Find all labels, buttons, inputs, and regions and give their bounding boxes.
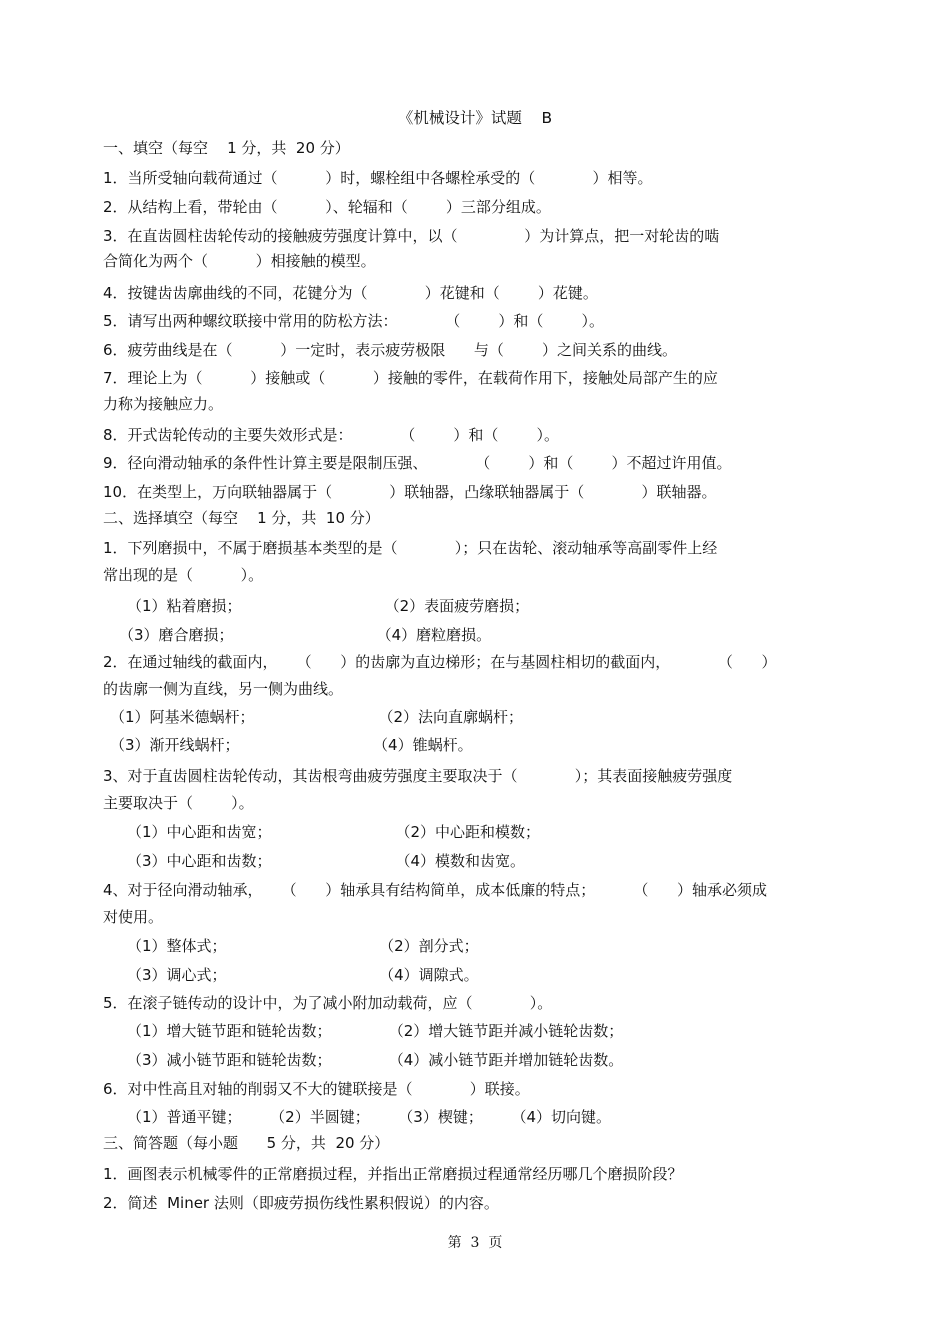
choice-q4-options-a: （1）整体式； （2）剖分式； <box>127 937 479 955</box>
fill-q4: 4．按键齿齿廓曲线的不同，花键分为（ ）花键和（ ）花键。 <box>103 284 598 302</box>
fill-q5: 5．请写出两种螺纹联接中常用的防松方法： （ ）和（ ）。 <box>103 312 605 330</box>
choice-q2-line2: 的齿廓一侧为直线，另一侧为曲线。 <box>103 680 344 698</box>
choice-q2-options-b: （3）渐开线蜗杆； （4）锥蜗杆。 <box>110 736 473 754</box>
choice-q3-options-a: （1）中心距和齿宽； （2）中心距和模数； <box>127 823 541 841</box>
choice-q3-options-b: （3）中心距和齿数； （4）模数和齿宽。 <box>127 852 526 870</box>
choice-q1-options-a: （1）粘着磨损； （2）表面疲劳磨损； <box>127 597 530 615</box>
choice-q1-line2: 常出现的是（ ）。 <box>103 566 264 584</box>
fill-q8: 8．开式齿轮传动的主要失效形式是： （ ）和（ ）。 <box>103 426 560 444</box>
choice-q5-options-a: （1）增大链节距和链轮齿数； （2）增大链节距并减小链轮齿数； <box>127 1022 624 1040</box>
section-1-heading: 一、填空（每空 1 分，共 20 分） <box>103 139 350 157</box>
choice-q4-line2: 对使用。 <box>103 908 164 926</box>
fill-q3-line1: 3．在直齿圆柱齿轮传动的接触疲劳强度计算中，以（ ）为计算点，把一对轮齿的啮 <box>103 227 720 245</box>
fill-q1: 1．当所受轴向载荷通过（ ）时，螺栓组中各螺栓承受的（ ）相等。 <box>103 169 653 187</box>
choice-q1-line1: 1．下列磨损中，不属于磨损基本类型的是（ ）；只在齿轮、滚动轴承等高副零件上经 <box>103 539 718 557</box>
fill-q6: 6．疲劳曲线是在（ ）一定时，表示疲劳极限 与（ ）之间关系的曲线。 <box>103 341 677 359</box>
choice-q4-options-b: （3）调心式； （4）调隙式。 <box>127 966 479 984</box>
short-q2: 2．简述 Miner 法则（即疲劳损伤线性累积假说）的内容。 <box>103 1194 499 1212</box>
section-2-heading: 二、选择填空（每空 1 分，共 10 分） <box>103 509 380 527</box>
choice-q5: 5．在滚子链传动的设计中，为了减小附加动载荷，应（ ）。 <box>103 994 553 1012</box>
fill-q7-line2: 力称为接触应力。 <box>103 395 224 413</box>
fill-q2: 2．从结构上看，带轮由（ ）、轮辐和（ ）三部分组成。 <box>103 198 551 216</box>
choice-q5-options-b: （3）减小链节距和链轮齿数； （4）减小链节距并增加链轮齿数。 <box>127 1051 624 1069</box>
choice-q3-line1: 3、对于直齿圆柱齿轮传动，其齿根弯曲疲劳强度主要取决于（ ）；其表面接触疲劳强度 <box>103 767 733 785</box>
short-q1: 1．画图表示机械零件的正常磨损过程，并指出正常磨损过程通常经历哪几个磨损阶段？ <box>103 1165 683 1183</box>
fill-q3-line2: 合简化为两个（ ）相接触的模型。 <box>103 252 376 270</box>
choice-q6: 6．对中性高且对轴的削弱又不大的键联接是（ ）联接。 <box>103 1080 530 1098</box>
section-3-heading: 三、简答题（每小题 5 分，共 20 分） <box>103 1134 390 1152</box>
page-title: 《机械设计》试题 B <box>397 109 553 127</box>
choice-q6-options: （1）普通平键； （2）半圆键； （3）楔键； （4）切向键。 <box>127 1108 612 1126</box>
choice-q3-line2: 主要取决于（ ）。 <box>103 794 254 812</box>
choice-q2-line1: 2．在通过轴线的截面内， （ ）的齿廓为直边梯形；在与基圆柱相切的截面内， （ ） <box>103 653 777 671</box>
fill-q9: 9．径向滑动轴承的条件性计算主要是限制压强、 （ ）和（ ）不超过许用值。 <box>103 454 732 472</box>
fill-q7-line1: 7．理论上为（ ）接触或（ ）接触的零件，在载荷作用下，接触处局部产生的应 <box>103 369 718 387</box>
choice-q4-line1: 4、对于径向滑动轴承， （ ）轴承具有结构简单，成本低廉的特点； （ ）轴承必须成 <box>103 881 767 899</box>
page-number: 第 3 页 <box>447 1235 503 1251</box>
fill-q10: 10．在类型上，万向联轴器属于（ ）联轴器，凸缘联轴器属于（ ）联轴器。 <box>103 483 717 501</box>
choice-q2-options-a: （1）阿基米德蜗杆； （2）法向直廓蜗杆； <box>110 708 524 726</box>
choice-q1-options-b: （3）磨合磨损； （4）磨粒磨损。 <box>119 626 492 644</box>
